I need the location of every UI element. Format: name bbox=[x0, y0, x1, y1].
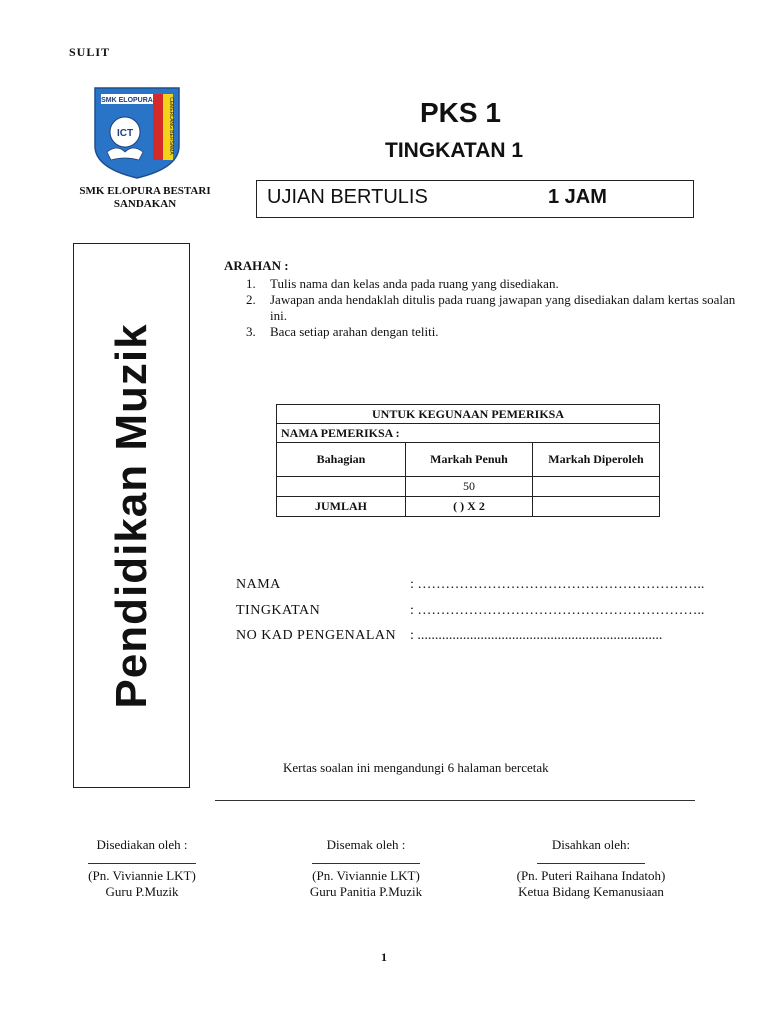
paper-type: UJIAN BERTULIS bbox=[267, 186, 428, 208]
cell-markah-diperoleh bbox=[533, 477, 660, 497]
form-level: TINGKATAN 1 bbox=[385, 139, 524, 162]
signature-role: Disahkan oleh: bbox=[551, 837, 631, 852]
field-nama[interactable]: : …………………………………………………….. bbox=[410, 577, 705, 592]
signature-prepared bbox=[42, 837, 242, 900]
signature-role: Disemak oleh : bbox=[326, 837, 406, 852]
instruction-item: 1. Tulis nama dan kelas anda pada ruang yang disediakan. bbox=[246, 276, 559, 291]
signature-line bbox=[88, 863, 196, 864]
logo-school-text: SMK ELOPURA bbox=[101, 97, 153, 104]
signature-line bbox=[312, 863, 420, 864]
signature-title: Guru Panitia P.Muzik bbox=[309, 884, 423, 899]
signature-name: (Pn. Viviannie LKT) bbox=[88, 868, 196, 883]
field-label-ic: NO KAD PENGENALAN bbox=[236, 628, 397, 643]
divider bbox=[215, 800, 695, 801]
signature-title: Guru P.Muzik bbox=[105, 884, 179, 899]
signature-approved bbox=[491, 837, 691, 900]
exam-code: PKS 1 bbox=[420, 97, 501, 128]
logo-center-text: ICT bbox=[116, 128, 134, 139]
instruction-item: 3. Baca setiap arahan dengan teliti. bbox=[246, 324, 439, 339]
school-name-line2: SANDAKAN bbox=[113, 198, 177, 210]
signature-line bbox=[537, 863, 645, 864]
cell-bahagian bbox=[277, 477, 406, 497]
field-label-tingkatan: TINGKATAN bbox=[236, 603, 321, 618]
examiner-name-label: NAMA PEMERIKSA : bbox=[277, 424, 660, 443]
examiner-marking-table bbox=[276, 404, 660, 517]
paper-duration: 1 JAM bbox=[548, 186, 607, 208]
signature-name: (Pn. Puteri Raihana Indatoh) bbox=[516, 868, 666, 883]
logo-motto-text: CEMERLANG BERSAMA bbox=[168, 97, 174, 155]
signature-reviewed bbox=[266, 837, 466, 900]
field-ic[interactable]: : ...................................................................... bbox=[410, 628, 663, 643]
signature-role: Disediakan oleh : bbox=[96, 837, 188, 852]
total-markah-penuh: ( ) X 2 bbox=[406, 497, 533, 517]
page-count-note: Kertas soalan ini mengandungi 6 halaman bercetak bbox=[283, 760, 549, 775]
subject-box bbox=[73, 243, 190, 788]
classification-label: SULIT bbox=[69, 45, 111, 59]
table-title: UNTUK KEGUNAAN PEMERIKSA bbox=[277, 405, 660, 424]
school-name bbox=[70, 185, 220, 211]
column-header-markah-penuh: Markah Penuh bbox=[406, 443, 533, 477]
field-tingkatan[interactable]: : …………………………………………………….. bbox=[410, 603, 705, 618]
total-label: JUMLAH bbox=[277, 497, 406, 517]
table-row bbox=[277, 477, 660, 497]
instructions-list bbox=[246, 276, 746, 340]
instructions-heading: ARAHAN : bbox=[224, 258, 289, 273]
signature-title: Ketua Bidang Kemanusiaan bbox=[518, 884, 664, 899]
column-header-bahagian: Bahagian bbox=[277, 443, 406, 477]
total-row bbox=[277, 497, 660, 517]
subject-title: Pendidikan Muzik bbox=[107, 323, 156, 709]
school-name-line1: SMK ELOPURA BESTARI bbox=[79, 185, 211, 197]
school-logo bbox=[93, 86, 181, 180]
paper-info-box bbox=[256, 180, 694, 218]
column-header-markah-diperoleh: Markah Diperoleh bbox=[533, 443, 660, 477]
cell-markah-penuh: 50 bbox=[406, 477, 533, 497]
field-label-nama: NAMA bbox=[236, 577, 281, 592]
instruction-item: 2. Jawapan anda hendaklah ditulis pada ruang jawapan yang disediakan dalam kertas soalan ini. bbox=[246, 292, 736, 323]
signature-name: (Pn. Viviannie LKT) bbox=[312, 868, 420, 883]
total-markah-diperoleh bbox=[533, 497, 660, 517]
page-number: 1 bbox=[381, 950, 387, 964]
